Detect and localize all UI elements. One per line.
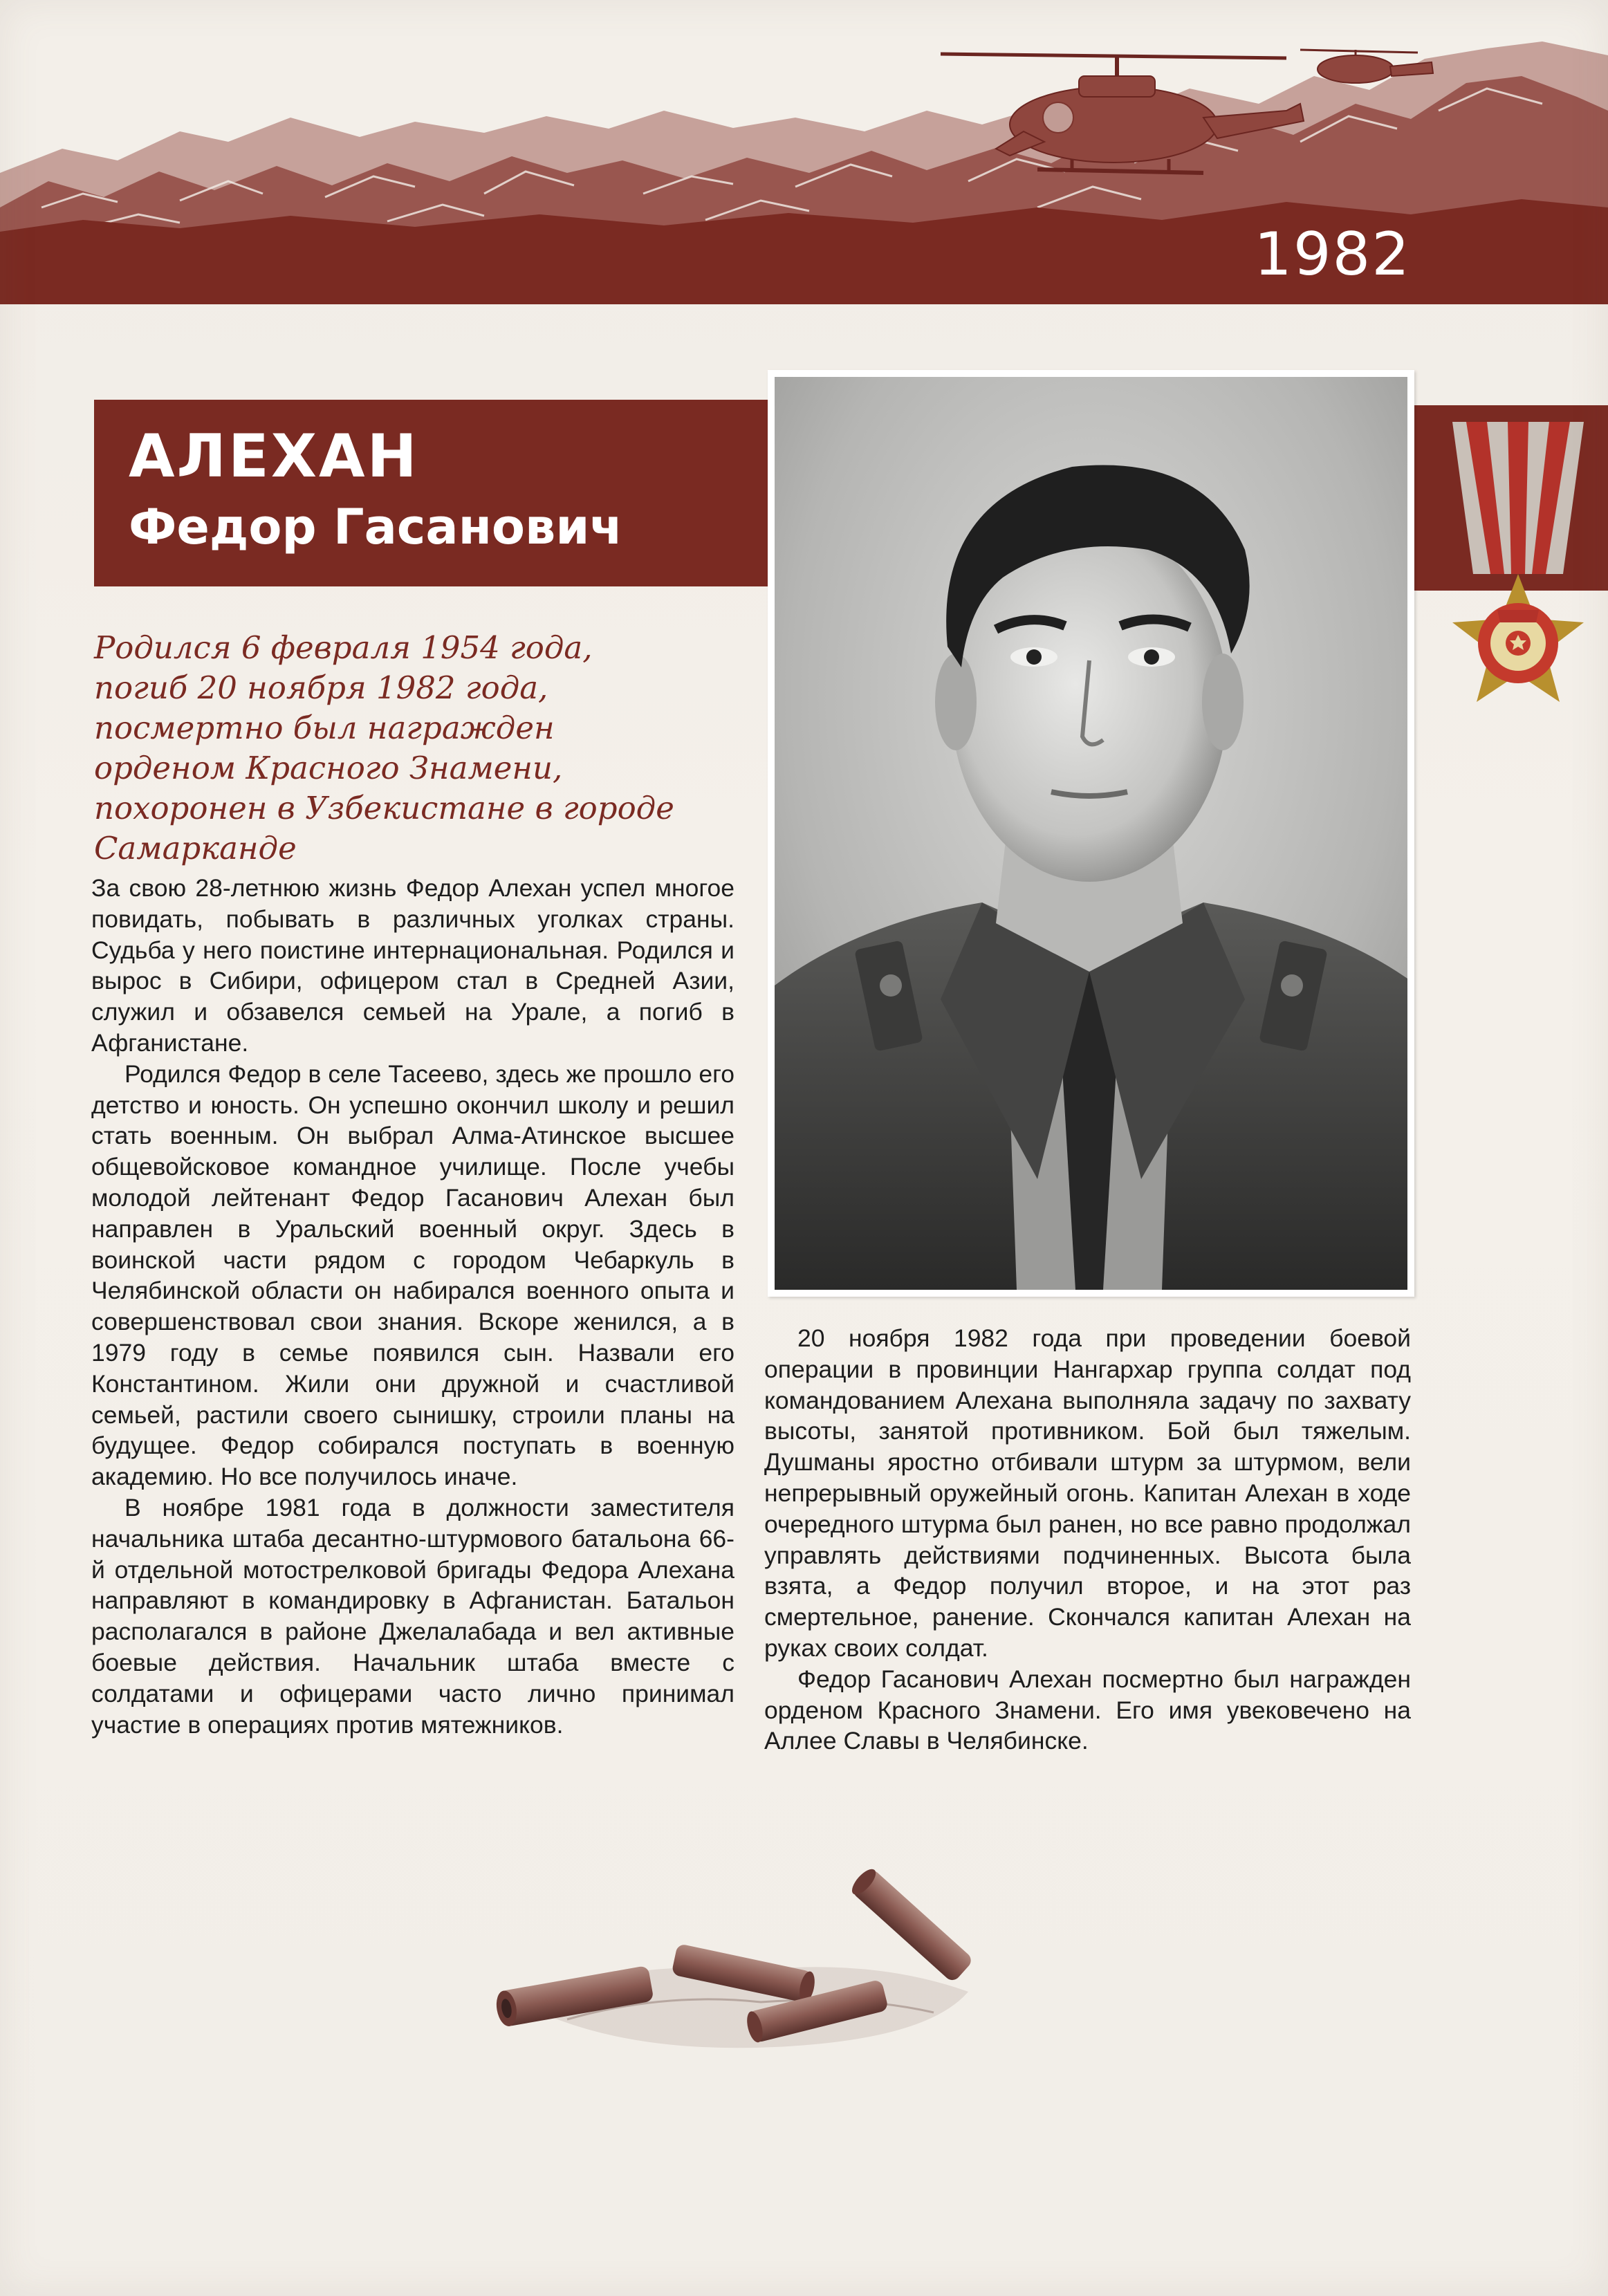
body-paragraph: Родился Федор в селе Тасеево, здесь же прошло его детство и юность. Он успешно окончил школу и решил стать военным. Он выбрал Алма-Атинское высшее общевойсковое командное училище. После учебы молодой лейтенант Федор Гасанович Алехан был направлен в Уральский военный округ. Здесь в воинской части рядом с городом Чебаркуль в Челябинской области он набирался военного опыта и совершенствовал свои знания. Вскоре женился, а в 1979 году в семье появился сын. Назвали его Константином. Жили они дружной и счастливой семьей, растили своего сынишку, строили планы на будущее. Федор собирался поступать в военную академию. Но все получилось иначе.: [91, 1059, 734, 1491]
spent-cartridges-illustration: [484, 1853, 1010, 2089]
year-label: 1982: [1254, 220, 1411, 289]
intro-text: Родился 6 февраля 1954 года, погиб 20 ноября 1982 года, посмертно был награжден орденом Красного Знамени, похоронен в Узбекистане в городе Самарканде: [94, 629, 674, 867]
body-right-column: [764, 1323, 1411, 1757]
order-of-red-banner-medal-icon: [1439, 415, 1598, 747]
portrait-photo: [775, 377, 1407, 1290]
person-given-names: Федор Гасанович: [129, 499, 623, 555]
header-illustration: [0, 0, 1608, 304]
body-paragraph: В ноябре 1981 года в должности заместителя начальника штаба десантно-штурмового батальона 66-й отдельной мотострелковой бригады Федора Алехана направляют в командировку в Афганистан. Батальон располагался в районе Джелалабада и вел активные боевые действия. Начальник штаба вместе с солдатами и офицерами часто лично принимал участие в операциях против мятежников.: [91, 1493, 734, 1739]
body-left-column: [91, 873, 734, 1740]
body-paragraph: За свою 28-летнюю жизнь Федор Алехан успел многое повидать, побывать в различных уголках страны. Судьба у него поистине интернациональная. Родился и вырос в Сибири, офицером стал в Средней Азии, служил и обзавелся семьей на Урале, а погиб в Афганистане.: [91, 874, 734, 1057]
body-paragraph: 20 ноября 1982 года при проведении боевой операции в провинции Нангархар группа солдат под командованием Алехана выполняла задачу по захвату высоты, занятой противником. Бой был тяжелым. Душманы яростно отбивали штурм за штурмом, вели непрерывный оружейный огонь. Капитан Алехан в ходе очередного штурма был ранен, но все равно продолжал управлять действиями подчиненных. Высота была взята, а Федор получил второе, и на этот раз смертельное, ранение. Скончался капитан Алехан на руках своих солдат.: [764, 1324, 1411, 1662]
portrait-frame: [768, 370, 1414, 1297]
name-banner: [94, 400, 768, 586]
person-surname: АЛЕХАН: [129, 422, 419, 491]
body-paragraph: Федор Гасанович Алехан посмертно был награжден орденом Красного Знамени. Его имя увековечено на Аллее Славы в Челябинске.: [764, 1665, 1411, 1755]
